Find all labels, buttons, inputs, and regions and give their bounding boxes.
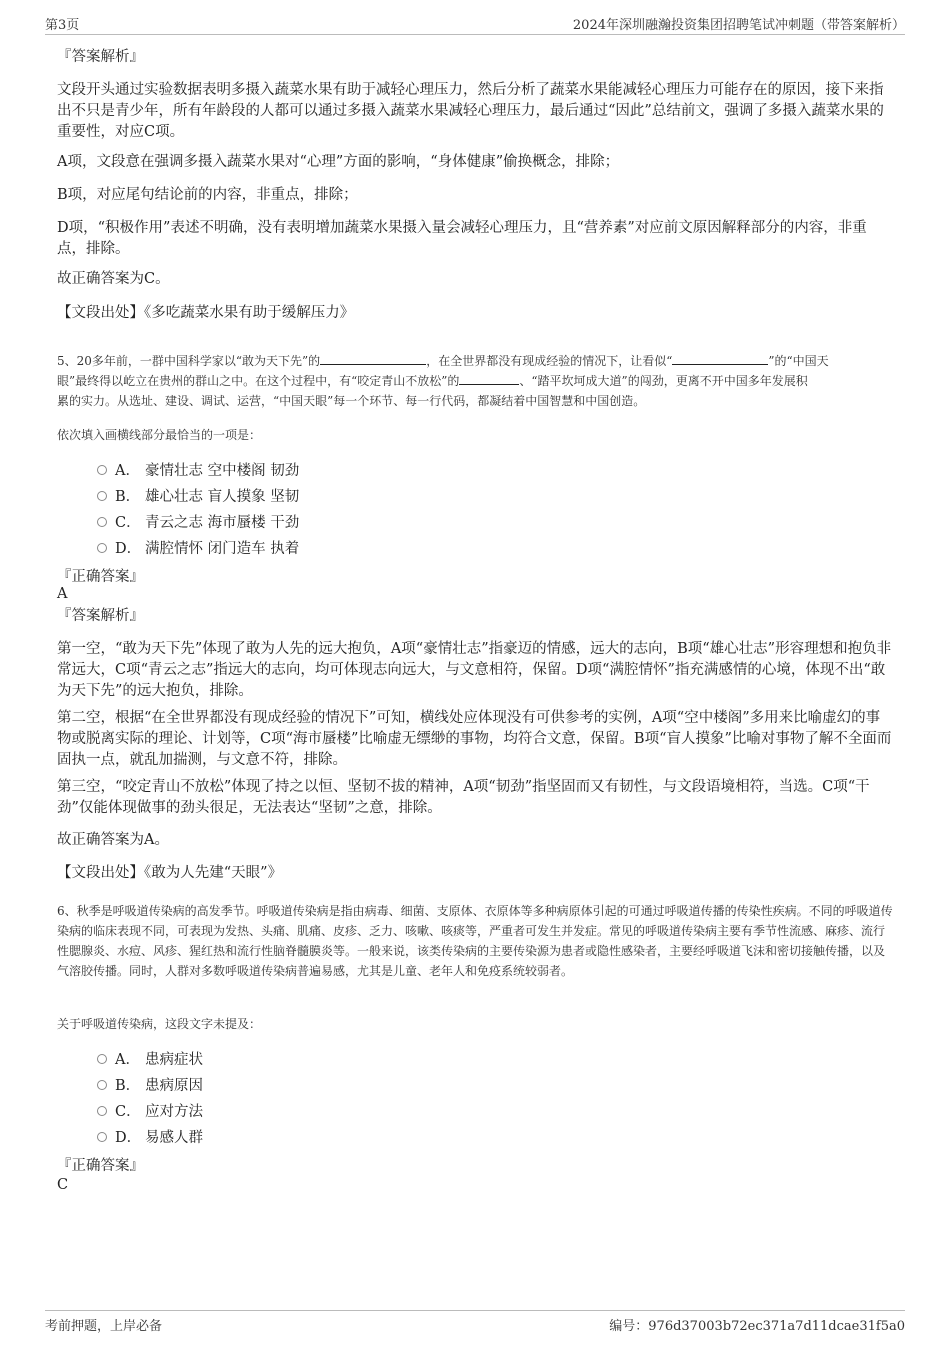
radio-icon[interactable] (97, 1106, 107, 1116)
q5-option-c[interactable]: C． 青云之志 海市蜃楼 干劲 (97, 513, 299, 533)
q4-source: 【文段出处】《多吃蔬菜水果有助于缓解压力》 (57, 305, 355, 321)
q6-option-b[interactable]: B． 患病原因 (97, 1076, 203, 1096)
radio-icon[interactable] (97, 517, 107, 527)
footer-slogan: 考前押题，上岸必备 (45, 1319, 163, 1334)
document-id: 编号：976d37003b72ec371a7d11dcae31f5a0 (609, 1319, 905, 1334)
q5-answer-label: 『正确答案』 (57, 569, 144, 585)
radio-icon[interactable] (97, 1080, 107, 1090)
q5-option-b[interactable]: B． 雄心壮志 盲人摸象 坚韧 (97, 487, 299, 507)
q6-prompt: 关于呼吸道传染病，这段文字未提及： (57, 1017, 262, 1031)
q5-answer-summary: 故正确答案为A。 (57, 832, 169, 848)
q4-analysis-p2: A项，文段意在强调多摄入蔬菜水果对“心理”方面的影响，“身体健康”偷换概念，排除； (57, 154, 620, 170)
q6-option-d[interactable]: D． 易感人群 (97, 1128, 203, 1148)
q4-answer-summary: 故正确答案为C。 (57, 271, 170, 287)
q5-source: 【文段出处】《敢为人先建“天眼”》 (57, 865, 283, 881)
q5-answer: A (57, 586, 68, 602)
q5-analysis-label: 『答案解析』 (57, 608, 144, 624)
document-title: 2024年深圳融瀚投资集团招聘笔试冲刺题（带答案解析） (572, 18, 905, 33)
q5-option-a[interactable]: A． 豪情壮志 空中楼阁 韧劲 (97, 461, 299, 481)
q5-prompt: 依次填入画横线部分最恰当的一项是： (57, 428, 262, 442)
radio-icon[interactable] (97, 543, 107, 553)
q5-option-d[interactable]: D． 满腔情怀 闭门造车 执着 (97, 539, 299, 559)
q5-blank-3 (459, 372, 519, 385)
q6-stem: 6、秋季是呼吸道传染病的高发季节。呼吸道传染病是指由病毒、细菌、支原体、衣原体等多种病原体引起的可通过呼吸道传播的传染性疾病。不同的呼吸道传染病的临床表现不同，可表现为发热、头痛、肌痛、皮疹、乏力、咳嗽、咳痰等，严重者可发生并发症。常见的呼吸道传染病主要有季节性流感、麻疹、流行性腮腺炎、水痘、风疹、猩红热和流行性脑脊髓膜炎等。一般来说，该类传染病的主要传染源为患者或隐性感染者，主要经呼吸道飞沫和密切接触传播，以及气溶胶传播。同时，人群对多数呼吸道传染病普遍易感，尤其是儿童、老年人和免疫系统较弱者。 (57, 904, 893, 978)
q4-analysis-p3: B项，对应尾句结论前的内容，非重点，排除； (57, 187, 358, 203)
radio-icon[interactable] (97, 465, 107, 475)
q6-answer: C (57, 1177, 69, 1193)
radio-icon[interactable] (97, 1132, 107, 1142)
q5-analysis-p2: 第二空，根据“在全世界都没有现成经验的情况下”可知，横线处应体现没有可供参考的实例，A项“空中楼阁”多用来比喻虚幻的事物或脱离实际的理论、计划等，C项“海市蜃楼”比喻虚无缥缈的事物，均符合文意，保留。B项“盲人摸象”比喻对事物了解不全面而固执一点，就乱加揣测，与文意不符，排除。 (57, 710, 892, 768)
radio-icon[interactable] (97, 1054, 107, 1064)
q5-analysis-p3: 第三空，“咬定青山不放松”体现了持之以恒、坚韧不拔的精神，A项“韧劲”指坚固而又有韧性，与文段语境相符，当选。C项“干劲”仅能体现做事的劲头很足，无法表达“坚韧”之意，排除。 (57, 779, 870, 816)
page-header (45, 14, 905, 35)
q5-blank-2 (672, 352, 768, 365)
q6-option-c[interactable]: C． 应对方法 (97, 1102, 203, 1122)
q5-stem: 5、20多年前，一群中国科学家以“敢为天下先”的 ，在全世界都没有现成经验的情况下，让看似“ ”的“中国天 眼”最终得以屹立在贵州的群山之中。在这个过程中，有“咬定青山不放松”的 、“踏平坎坷成大道”的闯劲，更离不开中国多年发展积 累的实力。从选址、建设、调试、运营，“中国天眼”每一个环节、每一行代码，都凝结着中国智慧和中国创造。 (57, 354, 829, 408)
q4-analysis-p1: 文段开头通过实验数据表明多摄入蔬菜水果有助于减轻心理压力，然后分析了蔬菜水果能减轻心理压力可能存在的原因，接下来指出不只是青少年，所有年龄段的人都可以通过多摄入蔬菜水果减轻心理压力，最后通过“因此”总结前文，强调了多摄入蔬菜水果的重要性，对应C项。 (57, 82, 884, 140)
q5-blank-1 (320, 352, 426, 365)
radio-icon[interactable] (97, 491, 107, 501)
q5-analysis-p1: 第一空，“敢为天下先”体现了敢为人先的远大抱负，A项“豪情壮志”指豪迈的情感，远大的志向，B项“雄心壮志”形容理想和抱负非常远大，C项“青云之志”指远大的志向，均可体现志向远大，与文意相符，保留。D项“满腔情怀”指充满感情的心境，体现不出“敢为天下先”的远大抱负，排除。 (57, 641, 892, 699)
q4-analysis-label: 『答案解析』 (57, 49, 144, 65)
page-footer (45, 1310, 905, 1335)
q6-answer-label: 『正确答案』 (57, 1158, 144, 1174)
page-number: 第3页 (45, 18, 80, 33)
q6-option-a[interactable]: A． 患病症状 (97, 1050, 203, 1070)
q4-analysis-p4: D项，“积极作用”表述不明确，没有表明增加蔬菜水果摄入量会减轻心理压力，且“营养素”对应前文原因解释部分的内容，非重点，排除。 (57, 220, 867, 257)
